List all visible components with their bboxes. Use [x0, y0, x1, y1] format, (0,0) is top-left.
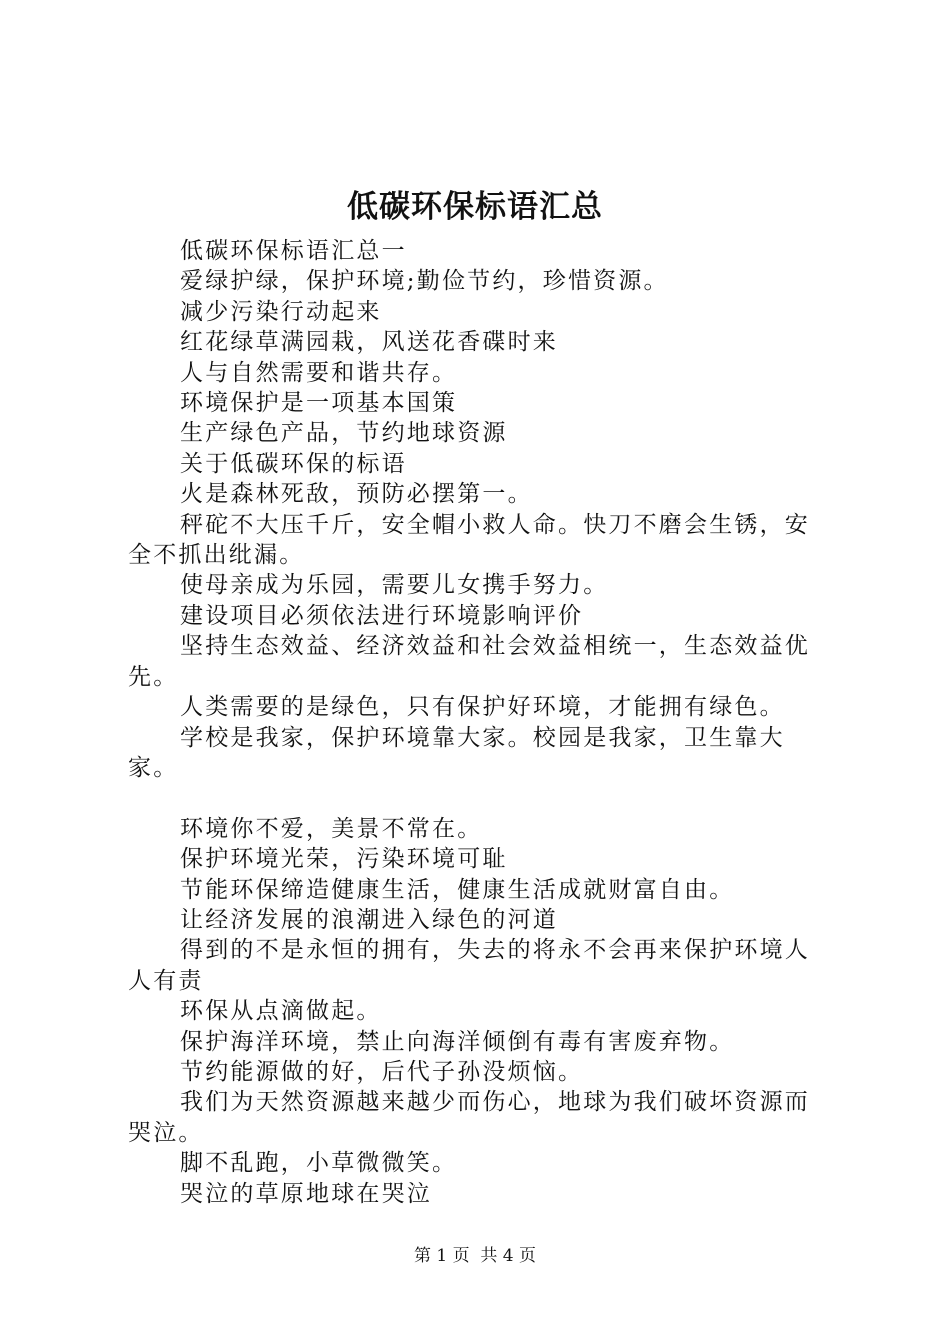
- paragraph: 人与自然需要和谐共存。: [180, 359, 458, 386]
- paragraph: 人类需要的是绿色，只有保护好环境，才能拥有绿色。: [180, 694, 785, 721]
- paragraph: 保护环境光荣，污染环境可耻: [180, 846, 508, 873]
- blank-line: [128, 783, 834, 813]
- paragraph: 节能环保缔造健康生活，健康生活成就财富自由。: [180, 876, 735, 903]
- page-total: 共 4 页: [480, 1246, 537, 1266]
- paragraph: 使母亲成为乐园，需要儿女携手努力。: [180, 572, 609, 599]
- paragraph: 关于低碳环保的标语: [180, 450, 407, 477]
- paragraph: 哭泣的草原地球在哭泣: [180, 1180, 432, 1207]
- paragraph: 秤砣不大压千斤，安全帽小救人命。快刀不磨会生锈，安全不抓出纰漏。: [128, 511, 810, 569]
- paragraph: 环境保护是一项基本国策: [180, 390, 458, 417]
- paragraph: 爱绿护绿，保护环境;勤俭节约，珍惜资源。: [180, 268, 669, 295]
- paragraph: 火是森林死敌，预防必摆第一。: [180, 481, 533, 508]
- paragraph: 保护海洋环境，禁止向海洋倾倒有毒有害废弃物。: [180, 1028, 735, 1055]
- paragraph: 得到的不是永恒的拥有，失去的将永不会再来保护环境人人有责: [128, 937, 810, 994]
- paragraph: 红花绿草满园栽，风送花香碟时来: [180, 329, 558, 356]
- paragraph: 脚不乱跑，小草微微笑。: [180, 1150, 458, 1177]
- paragraph: 学校是我家，保护环境靠大家。校园是我家，卫生靠大家。: [128, 724, 785, 781]
- paragraph: 坚持生态效益、经济效益和社会效益相统一，生态效益优先。: [128, 633, 810, 690]
- paragraph: 让经济发展的浪潮进入绿色的河道: [180, 906, 558, 933]
- paragraph: 低碳环保标语汇总一: [180, 238, 407, 264]
- paragraph: 环境你不爱，美景不常在。: [180, 815, 483, 842]
- document-title: 低碳环保标语汇总: [347, 189, 603, 225]
- paragraph: 我们为天然资源越来越少而伤心，地球为我们破坏资源而哭泣。: [128, 1089, 810, 1146]
- paragraph: 建设项目必须依法进行环境影响评价: [180, 602, 584, 629]
- paragraph: 生产绿色产品，节约地球资源: [180, 420, 508, 447]
- page-number: 第 1 页: [413, 1246, 470, 1266]
- paragraph: 节约能源做的好，后代子孙没烦恼。: [180, 1058, 584, 1085]
- document-body: [128, 236, 834, 1209]
- paragraph: 减少污染行动起来: [180, 298, 382, 325]
- paragraph: 环保从点滴做起。: [180, 998, 382, 1025]
- page-footer: [0, 1244, 950, 1268]
